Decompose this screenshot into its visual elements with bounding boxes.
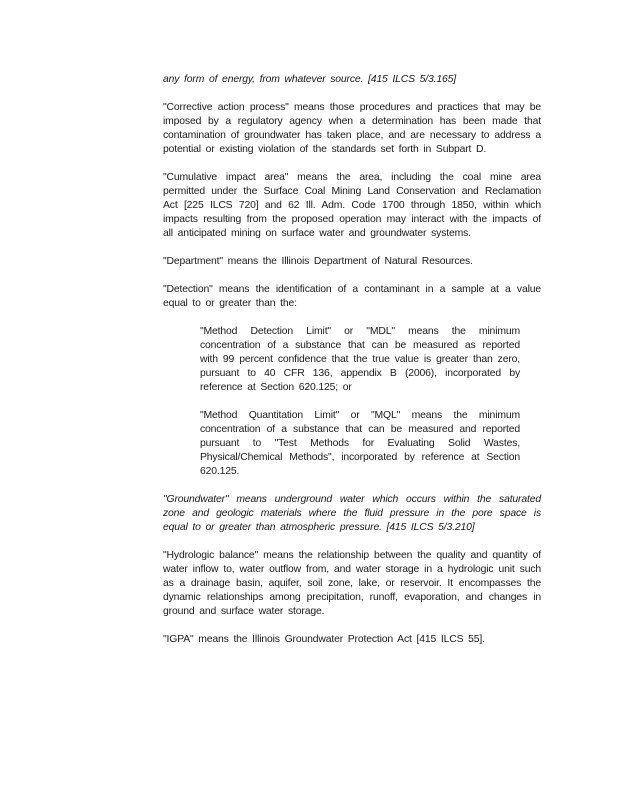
- method-quantitation-limit-definition: "Method Quantitation Limit" or "MQL" means the minimum concentration of a substance that can be measured and reported pursuant to "Test Methods for Evaluating Solid Wastes, Physical/Chemical Methods", incorporated by reference at Section 620.125.: [200, 410, 520, 477]
- cumulative-impact-area-definition: "Cumulative impact area" means the area, including the coal mine area permitted under the Surface Coal Mining Land Conservation and Reclamation Act [225 ILCS 720] and 62 Ill. Adm. Code 1700 through 1850, within which impacts resulting from the proposed operation may interact with the impacts of all anticipated mining on surface water and groundwater systems.: [163, 172, 541, 239]
- corrective-action-process-definition: "Corrective action process" means those procedures and practices that may be imposed by a regulatory agency when a determination has been made that contamination of groundwater has taken place, and are necessary to address a potential or existing violation of the standards set forth in Subpart D.: [163, 102, 541, 155]
- groundwater-definition: "Groundwater" means underground water which occurs within the saturated zone and geologic materials where the fluid pressure in the pore space is equal to or greater than atmospheric pressure. [415 ILCS 5/3.210]: [163, 494, 541, 533]
- hydrologic-balance-definition: "Hydrologic balance" means the relationship between the quality and quantity of water inflow to, water outflow from, and water storage in a hydrologic unit such as a drainage basin, aquifer, soil zone, lake, or reservoir. It encompasses the dynamic relationships among precipitation, runoff, evaporation, and changes in ground and surface water storage.: [163, 550, 541, 617]
- detection-definition: "Detection" means the identification of a contaminant in a sample at a value equal to or greater than the:: [163, 284, 541, 309]
- igpa-definition: "IGPA" means the Illinois Groundwater Protection Act [415 ILCS 55].: [163, 634, 485, 645]
- document-page: [163, 73, 541, 647]
- department-definition: "Department" means the Illinois Department of Natural Resources.: [163, 256, 473, 267]
- method-detection-limit-definition: "Method Detection Limit" or "MDL" means the minimum concentration of a substance that can be measured as reported with 99 percent confidence that the true value is greater than zero, pursuant to 40 CFR 136, appendix B (2006), incorporated by reference at Section 620.125; or: [200, 326, 520, 393]
- energy-definition-continuation: any form of energy, from whatever source. [415 ILCS 5/3.165]: [163, 74, 456, 85]
